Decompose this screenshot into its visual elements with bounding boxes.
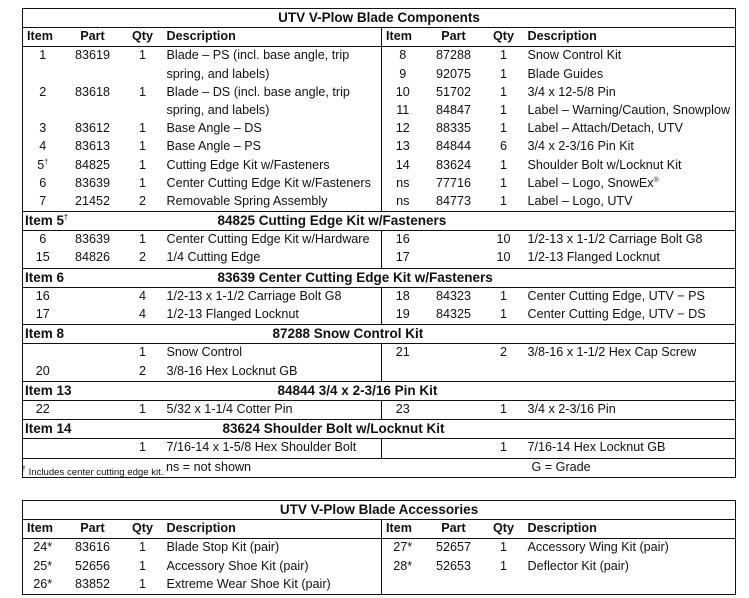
item-cell: 6 bbox=[39, 175, 47, 190]
item-cell: 16 bbox=[382, 231, 424, 250]
qty-cell: 2 bbox=[138, 363, 146, 378]
empty-cell bbox=[484, 576, 524, 595]
table-row bbox=[23, 344, 736, 363]
table-row bbox=[23, 120, 736, 138]
section-label: Item 8 bbox=[23, 325, 123, 344]
table-row bbox=[23, 287, 736, 306]
description-cell: 1/4 Cutting Edge bbox=[166, 250, 261, 265]
qty-cell: 1 bbox=[499, 193, 507, 208]
description-cell: 3/4 x 2-3/16 Pin Kit bbox=[527, 139, 634, 154]
item-cell: 6 bbox=[39, 232, 47, 247]
description-cell: Center Cutting Edge Kit w/Fasteners bbox=[166, 175, 371, 190]
item-cell: 24* bbox=[33, 540, 53, 555]
qty-cell: 2 bbox=[138, 193, 146, 208]
part-cell bbox=[63, 400, 123, 419]
part-cell: 77716 bbox=[435, 175, 472, 190]
accessories-title: UTV V-Plow Blade Accessories bbox=[23, 501, 736, 520]
part-cell: 52653 bbox=[435, 558, 472, 573]
table-row bbox=[23, 576, 736, 595]
part-cell: 83624 bbox=[435, 157, 472, 172]
item-cell: 9 bbox=[382, 66, 424, 84]
part-cell: 52657 bbox=[435, 540, 472, 555]
table-row bbox=[23, 193, 736, 212]
description-cell: Label – Attach/Detach, UTV bbox=[527, 121, 683, 136]
description-cell: 1/2-13 Flanged Locknut bbox=[527, 250, 660, 265]
description-cell: Snow Control Kit bbox=[527, 48, 622, 63]
qty-cell: 1 bbox=[499, 66, 507, 81]
accessories-title-row bbox=[23, 501, 736, 520]
section-header bbox=[23, 381, 736, 400]
section-header bbox=[23, 325, 736, 344]
part-cell: 84825 bbox=[74, 157, 111, 172]
item-cell: 17 bbox=[35, 307, 50, 321]
qty-cell: 1 bbox=[499, 307, 507, 321]
description-cell: Blade Stop Kit (pair) bbox=[166, 540, 280, 555]
qty-cell: 1 bbox=[499, 175, 507, 190]
qty-cell: 1 bbox=[138, 139, 146, 154]
qty-cell: 1 bbox=[138, 576, 146, 591]
part-cell: 83612 bbox=[74, 121, 111, 136]
qty-cell: 1 bbox=[138, 232, 146, 247]
item-cell bbox=[23, 439, 63, 458]
description-cell: Shoulder Bolt w/Locknut Kit bbox=[527, 157, 682, 172]
qty-cell: 1 bbox=[499, 84, 507, 99]
description-text: Label – Logo, SnowEx bbox=[527, 175, 654, 190]
item-cell bbox=[382, 439, 424, 458]
description-cell: Center Cutting Edge, UTV − DS bbox=[527, 307, 706, 321]
part-cell: 84323 bbox=[435, 288, 472, 303]
table-row bbox=[23, 231, 736, 250]
description-cell: 7/16-14 x 1-5/8 Hex Shoulder Bolt bbox=[166, 440, 357, 455]
item-cell: 27* bbox=[382, 539, 424, 558]
item-cell: 18 bbox=[382, 287, 424, 306]
legend-grade: G = Grade bbox=[382, 458, 736, 477]
description-cell: Snow Control bbox=[166, 345, 243, 360]
item-cell: 2 bbox=[39, 84, 47, 99]
section-label: Item 6 bbox=[23, 268, 123, 287]
part-cell: 84826 bbox=[74, 250, 111, 265]
qty-cell: 4 bbox=[138, 307, 146, 321]
part-cell: 84773 bbox=[435, 193, 472, 208]
table-row bbox=[23, 157, 736, 175]
qty-cell: 4 bbox=[138, 288, 146, 303]
qty-cell: 1 bbox=[138, 440, 146, 455]
table-row bbox=[23, 84, 736, 102]
description-cell: Cutting Edge Kit w/Fasteners bbox=[166, 157, 330, 172]
table-row bbox=[23, 400, 736, 419]
section-title: 84825 Cutting Edge Kit w/Fasteners bbox=[123, 212, 736, 231]
part-cell: 84325 bbox=[435, 307, 472, 321]
part-cell: 84847 bbox=[435, 102, 472, 117]
table-row bbox=[23, 249, 736, 268]
part-cell bbox=[63, 344, 123, 363]
part-cell: 92075 bbox=[435, 66, 472, 81]
item-cell: 11 bbox=[382, 102, 424, 120]
part-cell: 83639 bbox=[74, 232, 111, 247]
table-row bbox=[23, 439, 736, 458]
table-row bbox=[23, 47, 736, 66]
item-cell bbox=[23, 157, 63, 175]
part-cell bbox=[424, 363, 484, 382]
item-cell: 1 bbox=[39, 48, 47, 63]
description-cell: Extreme Wear Shoe Kit (pair) bbox=[166, 576, 331, 591]
part-cell bbox=[63, 287, 123, 306]
description-cell: Accessory Shoe Kit (pair) bbox=[166, 558, 309, 573]
qty-cell: 2 bbox=[138, 250, 146, 265]
qty-cell: 6 bbox=[499, 139, 507, 154]
item-cell: 19 bbox=[382, 306, 424, 325]
qty-cell: 1 bbox=[138, 84, 146, 99]
item-cell: 14 bbox=[382, 157, 424, 175]
empty-cell bbox=[382, 576, 424, 595]
qty-cell: 1 bbox=[499, 440, 507, 455]
qty-cell: 1 bbox=[138, 345, 146, 360]
header-item: Item bbox=[382, 28, 424, 47]
dagger-mark: † bbox=[64, 214, 68, 222]
header-part: Part bbox=[63, 520, 123, 539]
description-cell: 1/2-13 Flanged Locknut bbox=[166, 307, 299, 321]
item-cell: 21 bbox=[382, 344, 424, 363]
part-cell: 52656 bbox=[74, 558, 111, 573]
description-cell: Blade – DS (incl. base angle, trip bbox=[166, 84, 350, 99]
description-cell: spring, and labels) bbox=[166, 102, 270, 117]
qty-cell bbox=[484, 363, 524, 382]
qty-cell: 1 bbox=[499, 288, 507, 303]
part-cell: 88335 bbox=[435, 121, 472, 136]
description-cell: Center Cutting Edge, UTV − PS bbox=[527, 288, 705, 303]
item-cell: 10 bbox=[382, 84, 424, 102]
footnote bbox=[22, 467, 164, 478]
part-cell bbox=[424, 249, 484, 268]
header-item: Item bbox=[382, 520, 424, 539]
section-label: Item 14 bbox=[23, 420, 123, 439]
qty-cell: 1 bbox=[138, 540, 146, 555]
item-cell: 13 bbox=[382, 138, 424, 156]
section-title: 87288 Snow Control Kit bbox=[123, 325, 736, 344]
footnote-text: Includes center cutting edge kit. bbox=[25, 467, 164, 478]
item-cell: 26* bbox=[33, 576, 53, 591]
description-cell: Blade – PS (incl. base angle, trip bbox=[166, 48, 350, 63]
section-label bbox=[23, 212, 123, 231]
qty-cell: 1 bbox=[499, 401, 507, 416]
part-cell: 21452 bbox=[74, 193, 111, 208]
table-row bbox=[23, 175, 736, 193]
header-description: Description bbox=[163, 520, 382, 539]
item-cell: ns bbox=[382, 175, 424, 193]
part-cell bbox=[63, 439, 123, 458]
item-cell: 8 bbox=[382, 47, 424, 66]
qty-cell: 10 bbox=[496, 250, 511, 265]
part-cell bbox=[424, 231, 484, 250]
item-cell: 20 bbox=[35, 363, 50, 378]
item-cell bbox=[23, 344, 63, 363]
qty-cell: 1 bbox=[138, 48, 146, 63]
accessories-table bbox=[22, 500, 736, 595]
item-cell: 22 bbox=[35, 401, 50, 416]
item-number: 5 bbox=[37, 157, 45, 172]
item-cell: ns bbox=[382, 193, 424, 212]
item-cell: 28* bbox=[382, 558, 424, 576]
components-table bbox=[22, 8, 736, 478]
description-cell: 3/8-16 x 1-1/2 Hex Cap Screw bbox=[527, 345, 697, 360]
section-header bbox=[23, 212, 736, 231]
part-cell: 51702 bbox=[435, 84, 472, 99]
item-cell bbox=[382, 363, 424, 382]
header-part: Part bbox=[424, 28, 484, 47]
item-cell: 3 bbox=[39, 121, 47, 136]
components-header-row bbox=[23, 28, 736, 47]
item-cell: 7 bbox=[39, 193, 47, 208]
part-cell bbox=[424, 344, 484, 363]
header-qty: Qty bbox=[484, 28, 524, 47]
qty-cell: 1 bbox=[138, 558, 146, 573]
table-row bbox=[23, 363, 736, 382]
header-qty: Qty bbox=[123, 520, 163, 539]
section-header bbox=[23, 420, 736, 439]
part-cell bbox=[424, 439, 484, 458]
qty-cell: 1 bbox=[499, 540, 507, 555]
registered-mark: ® bbox=[653, 176, 659, 184]
description-cell: Accessory Wing Kit (pair) bbox=[527, 540, 669, 555]
section-title: 83639 Center Cutting Edge Kit w/Fasteners bbox=[123, 268, 736, 287]
description-cell: 3/8-16 Hex Locknut GB bbox=[166, 363, 298, 378]
qty-cell: 1 bbox=[138, 157, 146, 172]
table-row bbox=[23, 558, 736, 576]
table-row bbox=[23, 138, 736, 156]
part-cell: 83613 bbox=[74, 139, 111, 154]
item-cell: 23 bbox=[382, 400, 424, 419]
description-cell: 1/2-13 x 1-1/2 Carriage Bolt G8 bbox=[166, 288, 342, 303]
section-label: Item 13 bbox=[23, 381, 123, 400]
dagger-mark: † bbox=[22, 465, 26, 473]
description-cell: Base Angle – DS bbox=[166, 121, 262, 136]
header-qty: Qty bbox=[484, 520, 524, 539]
description-cell: Center Cutting Edge Kit w/Hardware bbox=[166, 232, 370, 247]
description-cell bbox=[524, 363, 736, 382]
part-cell: 83852 bbox=[74, 576, 111, 591]
description-cell: Label – Logo, UTV bbox=[527, 193, 633, 208]
description-cell: spring, and labels) bbox=[166, 66, 270, 81]
part-cell bbox=[63, 363, 123, 382]
description-cell: Removable Spring Assembly bbox=[166, 193, 328, 208]
part-cell bbox=[424, 400, 484, 419]
part-cell bbox=[63, 306, 123, 325]
empty-cell bbox=[424, 576, 484, 595]
header-description: Description bbox=[524, 28, 736, 47]
table-row bbox=[23, 539, 736, 558]
part-cell: 83616 bbox=[74, 540, 111, 555]
header-part: Part bbox=[63, 28, 123, 47]
description-cell bbox=[524, 175, 736, 193]
dagger-mark: † bbox=[44, 158, 49, 166]
item-cell: 12 bbox=[382, 120, 424, 138]
item-cell: 17 bbox=[382, 249, 424, 268]
qty-cell: 1 bbox=[499, 102, 507, 117]
header-qty: Qty bbox=[123, 28, 163, 47]
part-cell: 83619 bbox=[74, 48, 111, 63]
description-cell: Deflector Kit (pair) bbox=[527, 558, 629, 573]
legend-ns: ns = not shown bbox=[23, 458, 382, 477]
qty-cell: 10 bbox=[496, 232, 511, 247]
header-description: Description bbox=[163, 28, 382, 47]
header-part: Part bbox=[424, 520, 484, 539]
description-cell: Blade Guides bbox=[527, 66, 604, 81]
qty-cell: 1 bbox=[499, 157, 507, 172]
header-description: Description bbox=[524, 520, 736, 539]
section-title: 84844 3/4 x 2-3/16 Pin Kit bbox=[123, 381, 736, 400]
qty-cell: 2 bbox=[499, 345, 507, 360]
components-title: UTV V-Plow Blade Components bbox=[23, 9, 736, 28]
item-cell: 16 bbox=[35, 288, 50, 303]
part-cell: 83639 bbox=[74, 175, 111, 190]
description-cell: Label – Warning/Caution, Snowplow bbox=[527, 102, 731, 117]
description-cell: 3/4 x 2-3/16 Pin bbox=[527, 401, 616, 416]
description-cell: 5/32 x 1-1/4 Cotter Pin bbox=[166, 401, 293, 416]
qty-cell: 1 bbox=[499, 48, 507, 63]
section-header bbox=[23, 268, 736, 287]
components-title-row bbox=[23, 9, 736, 28]
table-row bbox=[23, 306, 736, 325]
qty-cell: 1 bbox=[499, 121, 507, 136]
item-cell: 25* bbox=[33, 558, 53, 573]
section-label-text: Item 5 bbox=[25, 213, 65, 229]
header-item: Item bbox=[23, 28, 63, 47]
qty-cell: 1 bbox=[499, 558, 507, 573]
part-cell: 84844 bbox=[435, 139, 472, 154]
description-cell: Base Angle – PS bbox=[166, 139, 262, 154]
description-cell: 3/4 x 12-5/8 Pin bbox=[527, 84, 616, 99]
part-cell: 83618 bbox=[74, 84, 111, 99]
empty-cell bbox=[524, 576, 736, 595]
qty-cell: 1 bbox=[138, 401, 146, 416]
section-title: 83624 Shoulder Bolt w/Locknut Kit bbox=[123, 420, 736, 439]
qty-cell: 1 bbox=[138, 175, 146, 190]
part-cell: 87288 bbox=[435, 48, 472, 63]
description-cell: 7/16-14 Hex Locknut GB bbox=[527, 440, 666, 455]
accessories-header-row bbox=[23, 520, 736, 539]
qty-cell: 1 bbox=[138, 121, 146, 136]
header-item: Item bbox=[23, 520, 63, 539]
item-cell: 15 bbox=[35, 250, 50, 265]
description-cell: 1/2-13 x 1-1/2 Carriage Bolt G8 bbox=[527, 232, 703, 247]
item-cell: 4 bbox=[39, 139, 47, 154]
